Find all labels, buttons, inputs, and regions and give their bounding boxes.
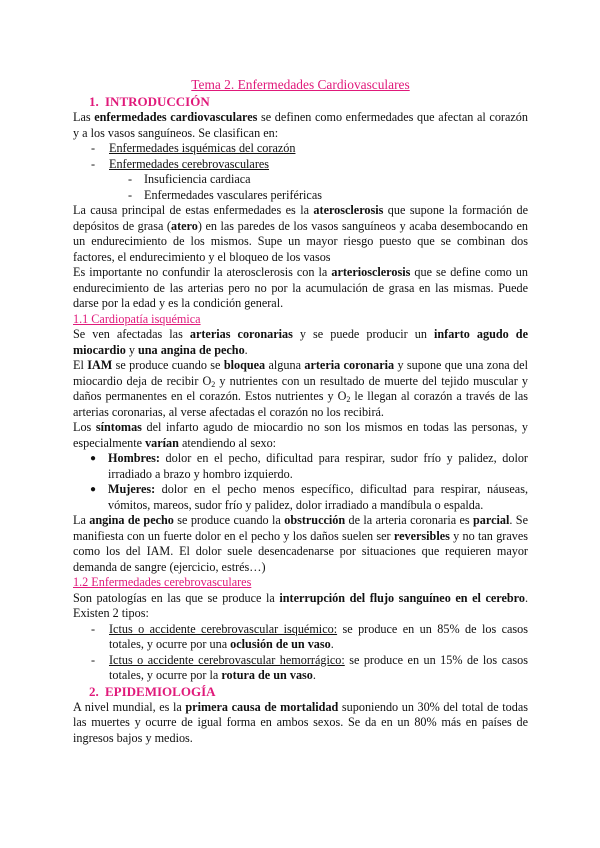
subsection-heading-cerebrovasculares: 1.2 Enfermedades cerebrovasculares <box>73 575 252 589</box>
paragraph-angina: La angina de pecho se produce cuando la obstrucción de la arteria coronaria es parcial. Se manifiesta con un fuerte dolor en el pecho y los daños suelen ser reversibles y no tan graves como los del IAM. El dolor suele desencadenarse por situaciones que requieren mayor demanda de sangre (ejercicio, estrés…) <box>73 513 528 574</box>
paragraph-coronarias: Se ven afectadas las arterias coronarias y se puede producir un infarto agudo de miocardio y una angina de pecho. <box>73 327 528 357</box>
ictus-list <box>73 622 528 684</box>
list-item: - Enfermedades vasculares periféricas <box>128 187 322 202</box>
document-title: Tema 2. Enfermedades Cardiovasculares <box>191 77 410 92</box>
list-item: - Ictus o accidente cerebrovascular hemorrágico: se produce en un 15% de los casos totales, y ocurre por la rotura de un vaso. <box>91 652 528 682</box>
section-heading-epidemiologia <box>89 684 528 700</box>
section-number: 1. <box>89 94 99 109</box>
paragraph-sintomas: Los síntomas del infarto agudo de miocardio no son los mismos en todas las personas, y especialmente varían atendiendo al sexo: <box>73 420 528 450</box>
section-heading-text: EPIDEMIOLOGÍA <box>105 683 216 699</box>
list-item: - Enfermedades cerebrovasculares <box>91 156 270 171</box>
list-item: - Insuficiencia cardiaca <box>128 172 251 186</box>
paragraph-arteriosclerosis: Es importante no confundir la aterosclerosis con la arteriosclerosis que se define como un endurecimiento de las arterias pero no por la acumulación de grasa en las mismas. Puede darse por la edad y es la condición general. <box>73 265 528 310</box>
section-heading-text: INTRODUCCIÓN <box>105 94 210 109</box>
section-heading-introduccion <box>89 94 528 110</box>
paragraph-cerebrovasculares: Son patologías en las que se produce la interrupción del flujo sanguíneo en el cerebro. Existen 2 tipos: <box>73 590 528 620</box>
classification-list <box>73 141 528 172</box>
paragraph-epidemiologia: A nivel mundial, es la primera causa de mortalidad suponiendo un 30% del total de todas las muertes y ocurre de igual forma en ambos sexos. Se da en un 80% más en países de ingresos bajos y medios. <box>73 699 528 745</box>
paragraph-aterosclerosis: La causa principal de estas enfermedades es la aterosclerosis que supone la formación de depósitos de grasa (atero) en las paredes de los vasos sanguíneos y acaba desembocando en un endurecimiento de los mismos. Supe un mayor riesgo puesto que se combinan dos factores, el endurecimiento y el bloqueo de los vasos <box>73 203 528 264</box>
list-item: - Ictus o accidente cerebrovascular isquémico: se produce en un 85% de los casos totales, y ocurre por una oclusión de un vaso. <box>91 621 528 651</box>
paragraph-intro: Las enfermedades cardiovasculares se definen como enfermedades que afectan al corazón y a los vasos sanguíneos. Se clasifican en: <box>73 110 528 140</box>
section-number: 2. <box>89 683 99 699</box>
list-item: - Enfermedades isquémicas del corazón <box>91 141 296 155</box>
symptoms-list <box>73 451 528 513</box>
list-item: ● Mujeres: dolor en el pecho menos específico, dificultad para respirar, náuseas, vómitos, mareos, sudor frío y palidez, dolor irradiado a mandíbula o espalda. <box>90 482 528 512</box>
classification-sublist <box>73 172 528 203</box>
paragraph-iam: El IAM se produce cuando se bloquea alguna arteria coronaria y supone que una zona del miocardio deja de recibir $O_2$ y nutrientes con un resultado de muerte del tejido muscular y daños permanentes en el corazón. Estos nutrientes y $O_2$ le llegan al corazón a través de las arterias coronarias, al verse afectadas el corazón no los recibirá. <box>73 358 528 419</box>
list-item: ● Hombres: dolor en el pecho, dificultad para respirar, sudor frío y palidez, dolor irradiado a brazo y hombro izquierdo. <box>90 451 528 481</box>
subsection-heading-cardiopatia: 1.1 Cardiopatía isquémica <box>73 311 201 326</box>
